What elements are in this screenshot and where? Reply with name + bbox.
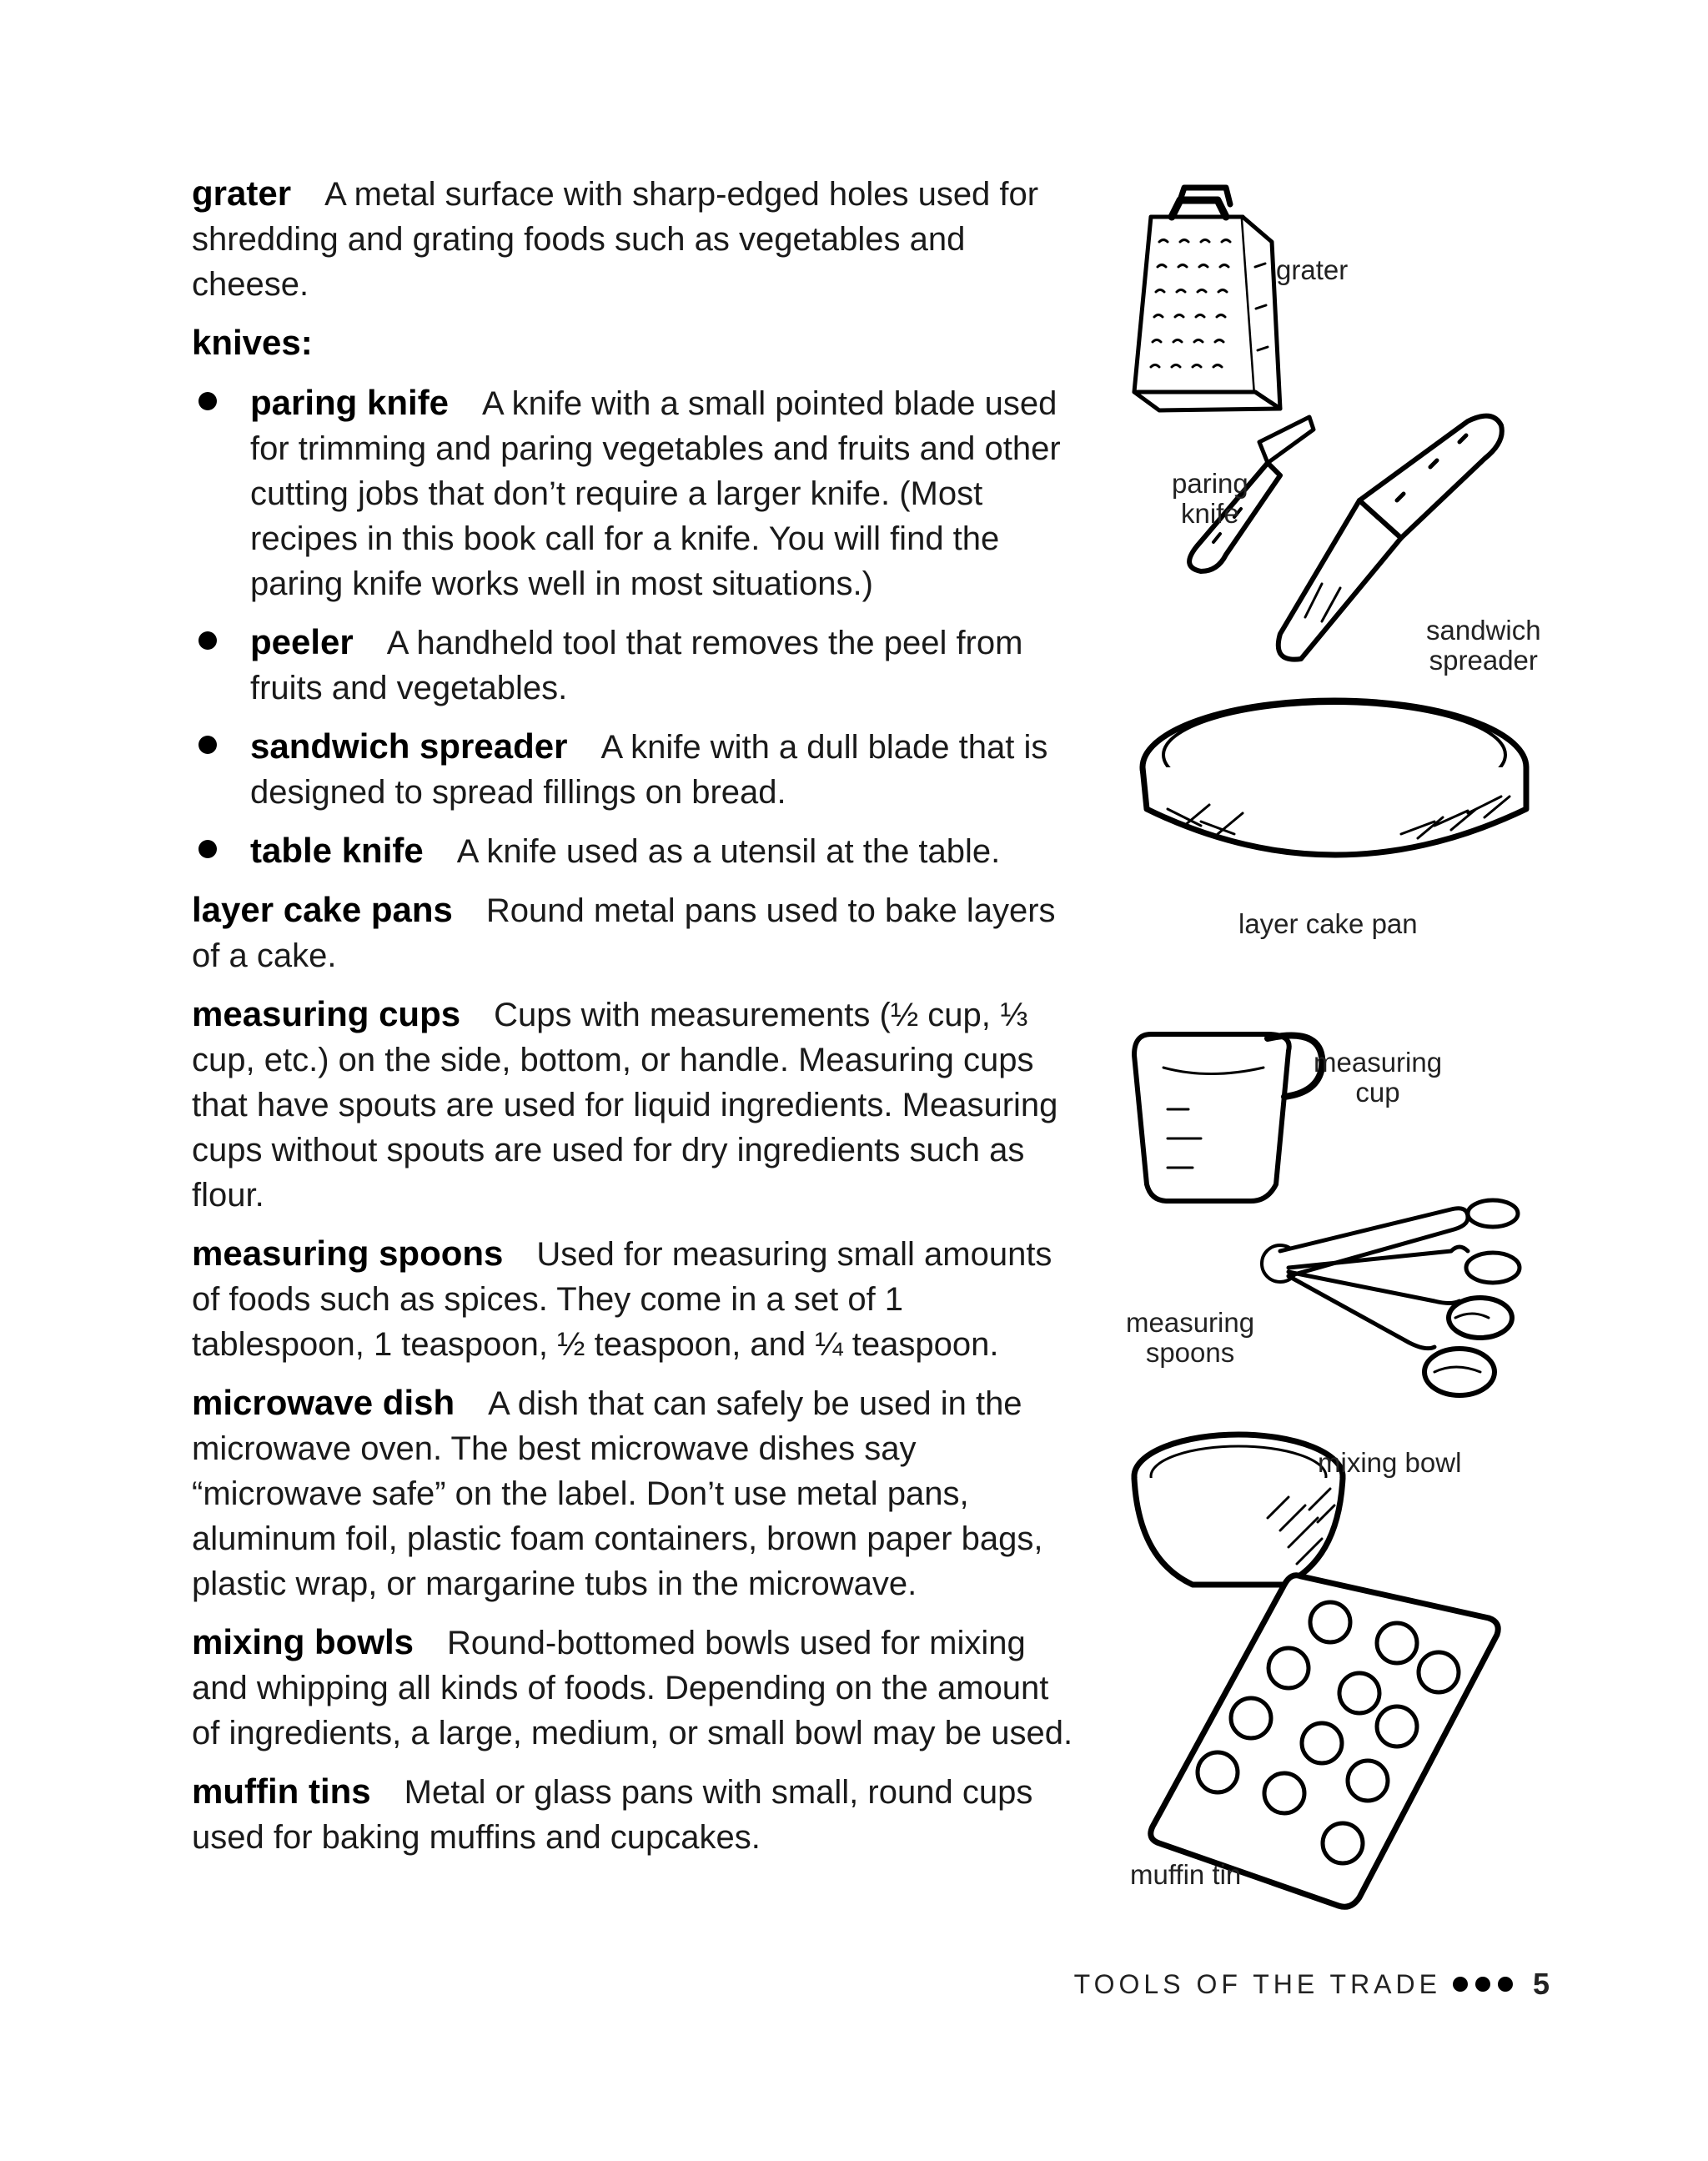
page-footer	[1074, 1967, 1550, 2002]
section-title: TOOLS OF THE TRADE	[1073, 1968, 1441, 1999]
caption-paring-knife	[1172, 469, 1248, 529]
caption-text: spoons	[1145, 1337, 1235, 1368]
entry-measuring-cups	[192, 992, 1084, 1218]
definition: Metal or glass pans with small, round cups used for baking muffins and cupcakes.	[192, 1774, 1033, 1856]
caption-measuring-spoons	[1126, 1308, 1254, 1368]
knives-list	[192, 380, 1084, 874]
mixing-bowl-icon	[1134, 1435, 1343, 1585]
term: microwave dish	[192, 1383, 455, 1422]
list-item	[192, 828, 1084, 874]
definition: A handheld tool that removes the peel from fruits and vegetables.	[250, 625, 1023, 706]
definition: A metal surface with sharp-edged holes used for shredding and grating foods such as vegetables and cheese.	[192, 176, 1039, 303]
term: peeler	[250, 622, 354, 661]
definition: A knife with a small pointed blade used for trimming and paring vegetables and fruits and other cutting jobs that don’t require a larger knife. (Most recipes in this book call for a knife. You will find the paring knife works well in most situations.)	[250, 385, 1061, 602]
caption-mixing-bowl	[1318, 1448, 1461, 1478]
caption-grater	[1276, 255, 1348, 285]
entry-muffin-tins	[192, 1769, 1084, 1860]
caption-text: mixing bowl	[1318, 1447, 1462, 1478]
definition: Round-bottomed bowls used for mixing and whipping all kinds of foods. Depending on the amount of ingredients, a large, medium, or small bowl may be used.	[192, 1625, 1073, 1751]
list-item	[192, 620, 1084, 711]
caption-text: cup	[1355, 1077, 1400, 1108]
term: mixing bowls	[192, 1622, 414, 1661]
caption-cake-pan	[1238, 909, 1418, 939]
term: grater	[192, 173, 292, 213]
entry-measuring-spoons	[192, 1231, 1084, 1367]
definition: A knife with a dull blade that is designed to spread fillings on bread.	[250, 729, 1048, 811]
definition: Round metal pans used to bake layers of a cake.	[192, 892, 1056, 974]
caption-muffin-tin	[1130, 1860, 1241, 1890]
bullet-icon	[198, 631, 217, 650]
page-number: 5	[1532, 1967, 1550, 2001]
illustrations	[1101, 167, 1601, 1960]
cake-pan-icon	[1143, 701, 1526, 855]
definition: Cups with measurements (½ cup, ⅓ cup, etc.) on the side, bottom, or handle. Measuring cups that have spouts are used for liquid ingredients. Measuring cups without spouts are used for dry ingredients such as flour.	[192, 997, 1058, 1214]
list-item	[192, 380, 1084, 606]
measuring-spoons-icon	[1262, 1200, 1520, 1395]
caption-text: measuring	[1314, 1047, 1443, 1078]
entry-grater	[192, 171, 1084, 307]
knives-heading: knives:	[192, 323, 313, 362]
term: layer cake pans	[192, 890, 453, 929]
bullet-icon	[198, 736, 217, 754]
entry-microwave-dish	[192, 1380, 1084, 1606]
bullet-dots-icon	[1453, 1977, 1513, 1992]
list-item	[192, 724, 1084, 815]
caption-sandwich-spreader	[1426, 616, 1541, 676]
grater-icon	[1134, 188, 1280, 410]
bullet-icon	[198, 392, 217, 410]
term: measuring spoons	[192, 1234, 504, 1273]
caption-text: layer cake pan	[1238, 908, 1418, 939]
caption-text: knife	[1181, 498, 1239, 529]
caption-text: muffin tin	[1130, 1859, 1242, 1890]
definition: A knife used as a utensil at the table.	[456, 833, 1001, 870]
caption-text: spreader	[1429, 645, 1538, 676]
caption-text: sandwich	[1426, 615, 1541, 646]
entry-layer-cake-pans	[192, 887, 1084, 978]
muffin-tin-icon	[1151, 1576, 1498, 1907]
term: measuring cups	[192, 994, 461, 1033]
caption-text: measuring	[1126, 1307, 1255, 1338]
caption-text: paring	[1172, 468, 1248, 499]
glossary-text	[192, 171, 1084, 1873]
definition: Used for measuring small amounts of foods such as spices. They come in a set of 1 tablespoon, 1 teaspoon, ½ teaspoon, and ¼ teaspoon.	[192, 1236, 1052, 1363]
term: sandwich spreader	[250, 726, 568, 766]
caption-text: grater	[1276, 254, 1349, 285]
definition: A dish that can safely be used in the microwave oven. The best microwave dishes say “microwave safe” on the label. Don’t use metal pans, aluminum foil, plastic foam containers, brown paper bags, plastic wrap, or margarine tubs in the microwave.	[192, 1385, 1043, 1602]
measuring-cup-icon	[1134, 1034, 1322, 1201]
bullet-icon	[198, 840, 217, 858]
caption-measuring-cup	[1314, 1048, 1442, 1108]
term: paring knife	[250, 383, 450, 422]
term: table knife	[250, 831, 424, 870]
entry-mixing-bowls	[192, 1620, 1084, 1756]
term: muffin tins	[192, 1772, 371, 1811]
